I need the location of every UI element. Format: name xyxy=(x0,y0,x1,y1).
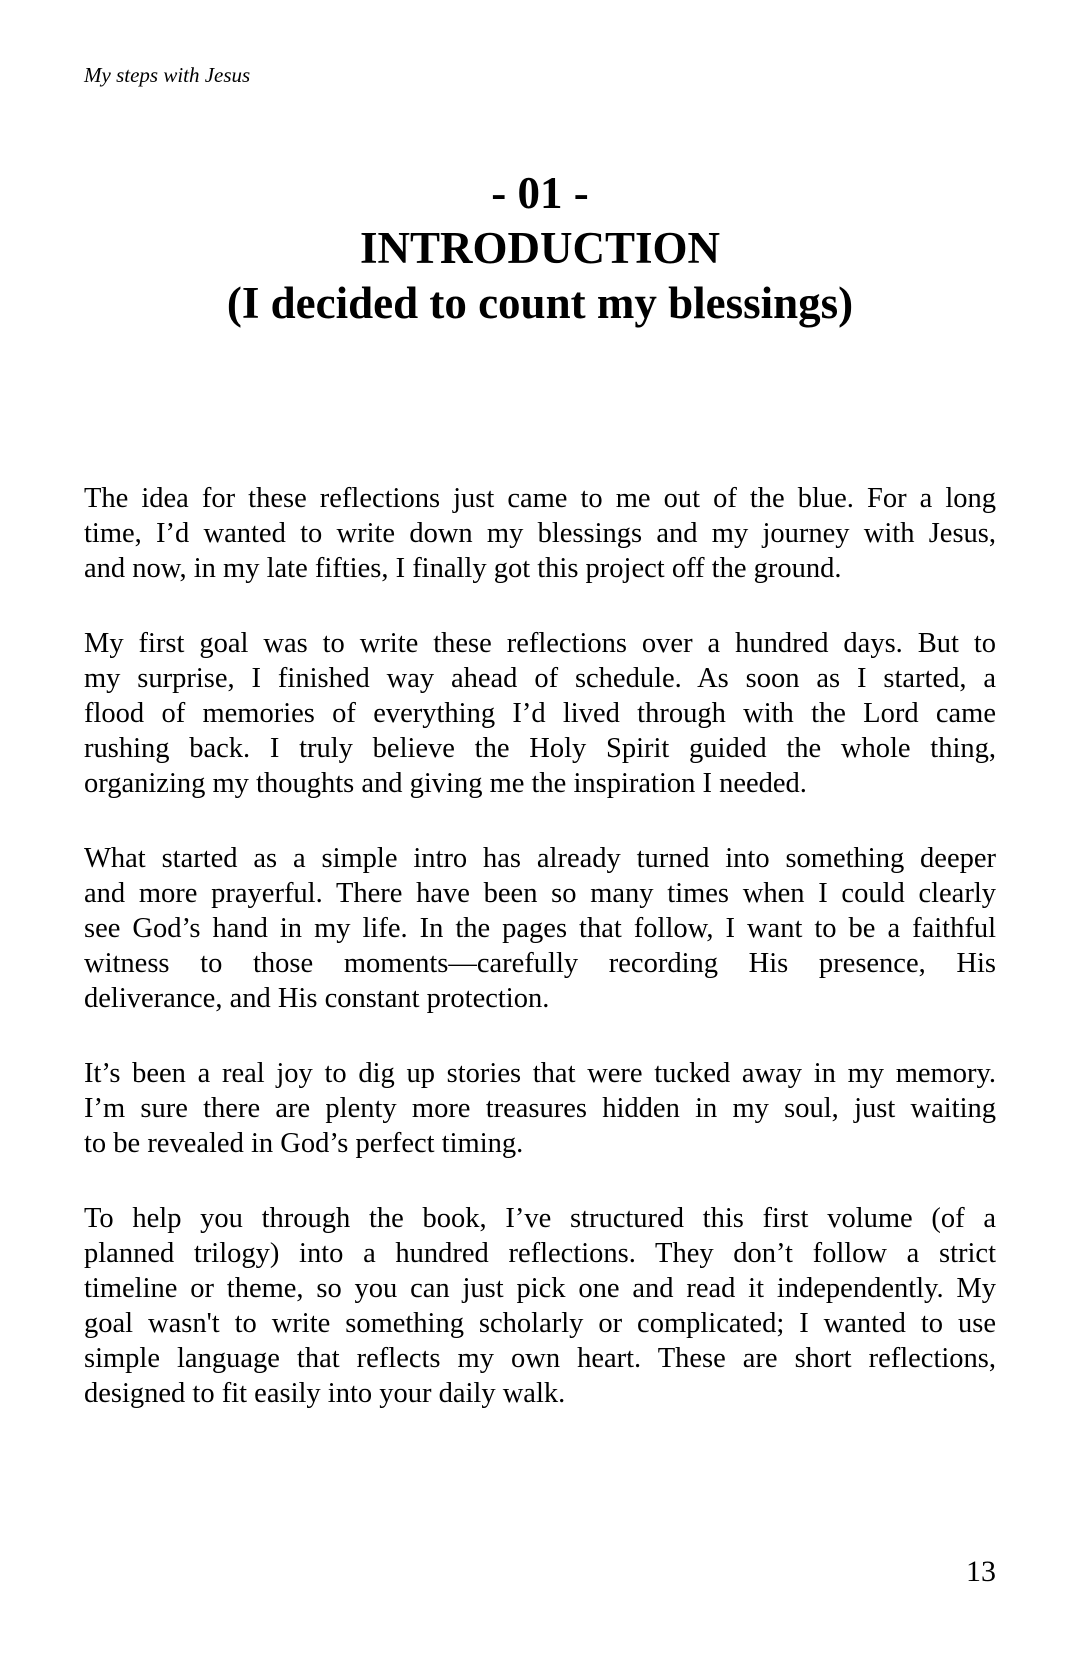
text-line: rushing back. I truly believe the Holy Spirit guided the whole thing, xyxy=(84,733,996,764)
page-number: 13 xyxy=(966,1555,996,1588)
paragraph xyxy=(84,1056,996,1161)
chapter-subtitle: (I decided to count my blessings) xyxy=(226,278,854,328)
text-line: My first goal was to write these reflections over a hundred days. But to xyxy=(84,628,996,659)
text-line: designed to fit easily into your daily walk. xyxy=(84,1378,566,1409)
text-line: I’m sure there are plenty more treasures hidden in my soul, just waiting xyxy=(84,1093,996,1124)
text-line: simple language that reflects my own heart. These are short reflections, xyxy=(84,1343,996,1374)
text-line: To help you through the book, I’ve structured this first volume (of a xyxy=(84,1203,996,1234)
text-line: It’s been a real joy to dig up stories that were tucked away in my memory. xyxy=(84,1058,996,1089)
paragraph xyxy=(84,841,996,1016)
text-line: What started as a simple intro has already turned into something deeper xyxy=(84,843,996,874)
text-line: flood of memories of everything I’d lived through with the Lord came xyxy=(84,698,996,729)
body-text xyxy=(84,481,996,1411)
paragraph xyxy=(84,626,996,801)
text-line: organizing my thoughts and giving me the inspiration I needed. xyxy=(84,768,807,799)
text-line: The idea for these reflections just came to me out of the blue. For a long xyxy=(84,483,996,514)
paragraph xyxy=(84,481,996,586)
chapter-title: INTRODUCTION xyxy=(359,223,721,273)
running-header: My steps with Jesus xyxy=(84,63,251,87)
text-line: witness to those moments—carefully recording His presence, His xyxy=(84,948,996,979)
text-line: timeline or theme, so you can just pick one and read it independently. My xyxy=(84,1273,996,1304)
text-line: goal wasn't to write something scholarly or complicated; I wanted to use xyxy=(84,1308,996,1339)
chapter-heading xyxy=(84,166,996,331)
text-line: deliverance, and His constant protection. xyxy=(84,983,550,1014)
chapter-number: - 01 - xyxy=(491,168,589,218)
text-line: time, I’d wanted to write down my blessings and my journey with Jesus, xyxy=(84,518,996,549)
text-line: and more prayerful. There have been so many times when I could clearly xyxy=(84,878,996,909)
text-line: see God’s hand in my life. In the pages that follow, I want to be a faithful xyxy=(84,913,996,944)
text-line: and now, in my late fifties, I finally got this project off the ground. xyxy=(84,553,842,584)
text-line: planned trilogy) into a hundred reflections. They don’t follow a strict xyxy=(84,1238,996,1269)
text-line: my surprise, I finished way ahead of schedule. As soon as I started, a xyxy=(84,663,996,694)
paragraph xyxy=(84,1201,996,1411)
text-line: to be revealed in God’s perfect timing. xyxy=(84,1128,524,1159)
